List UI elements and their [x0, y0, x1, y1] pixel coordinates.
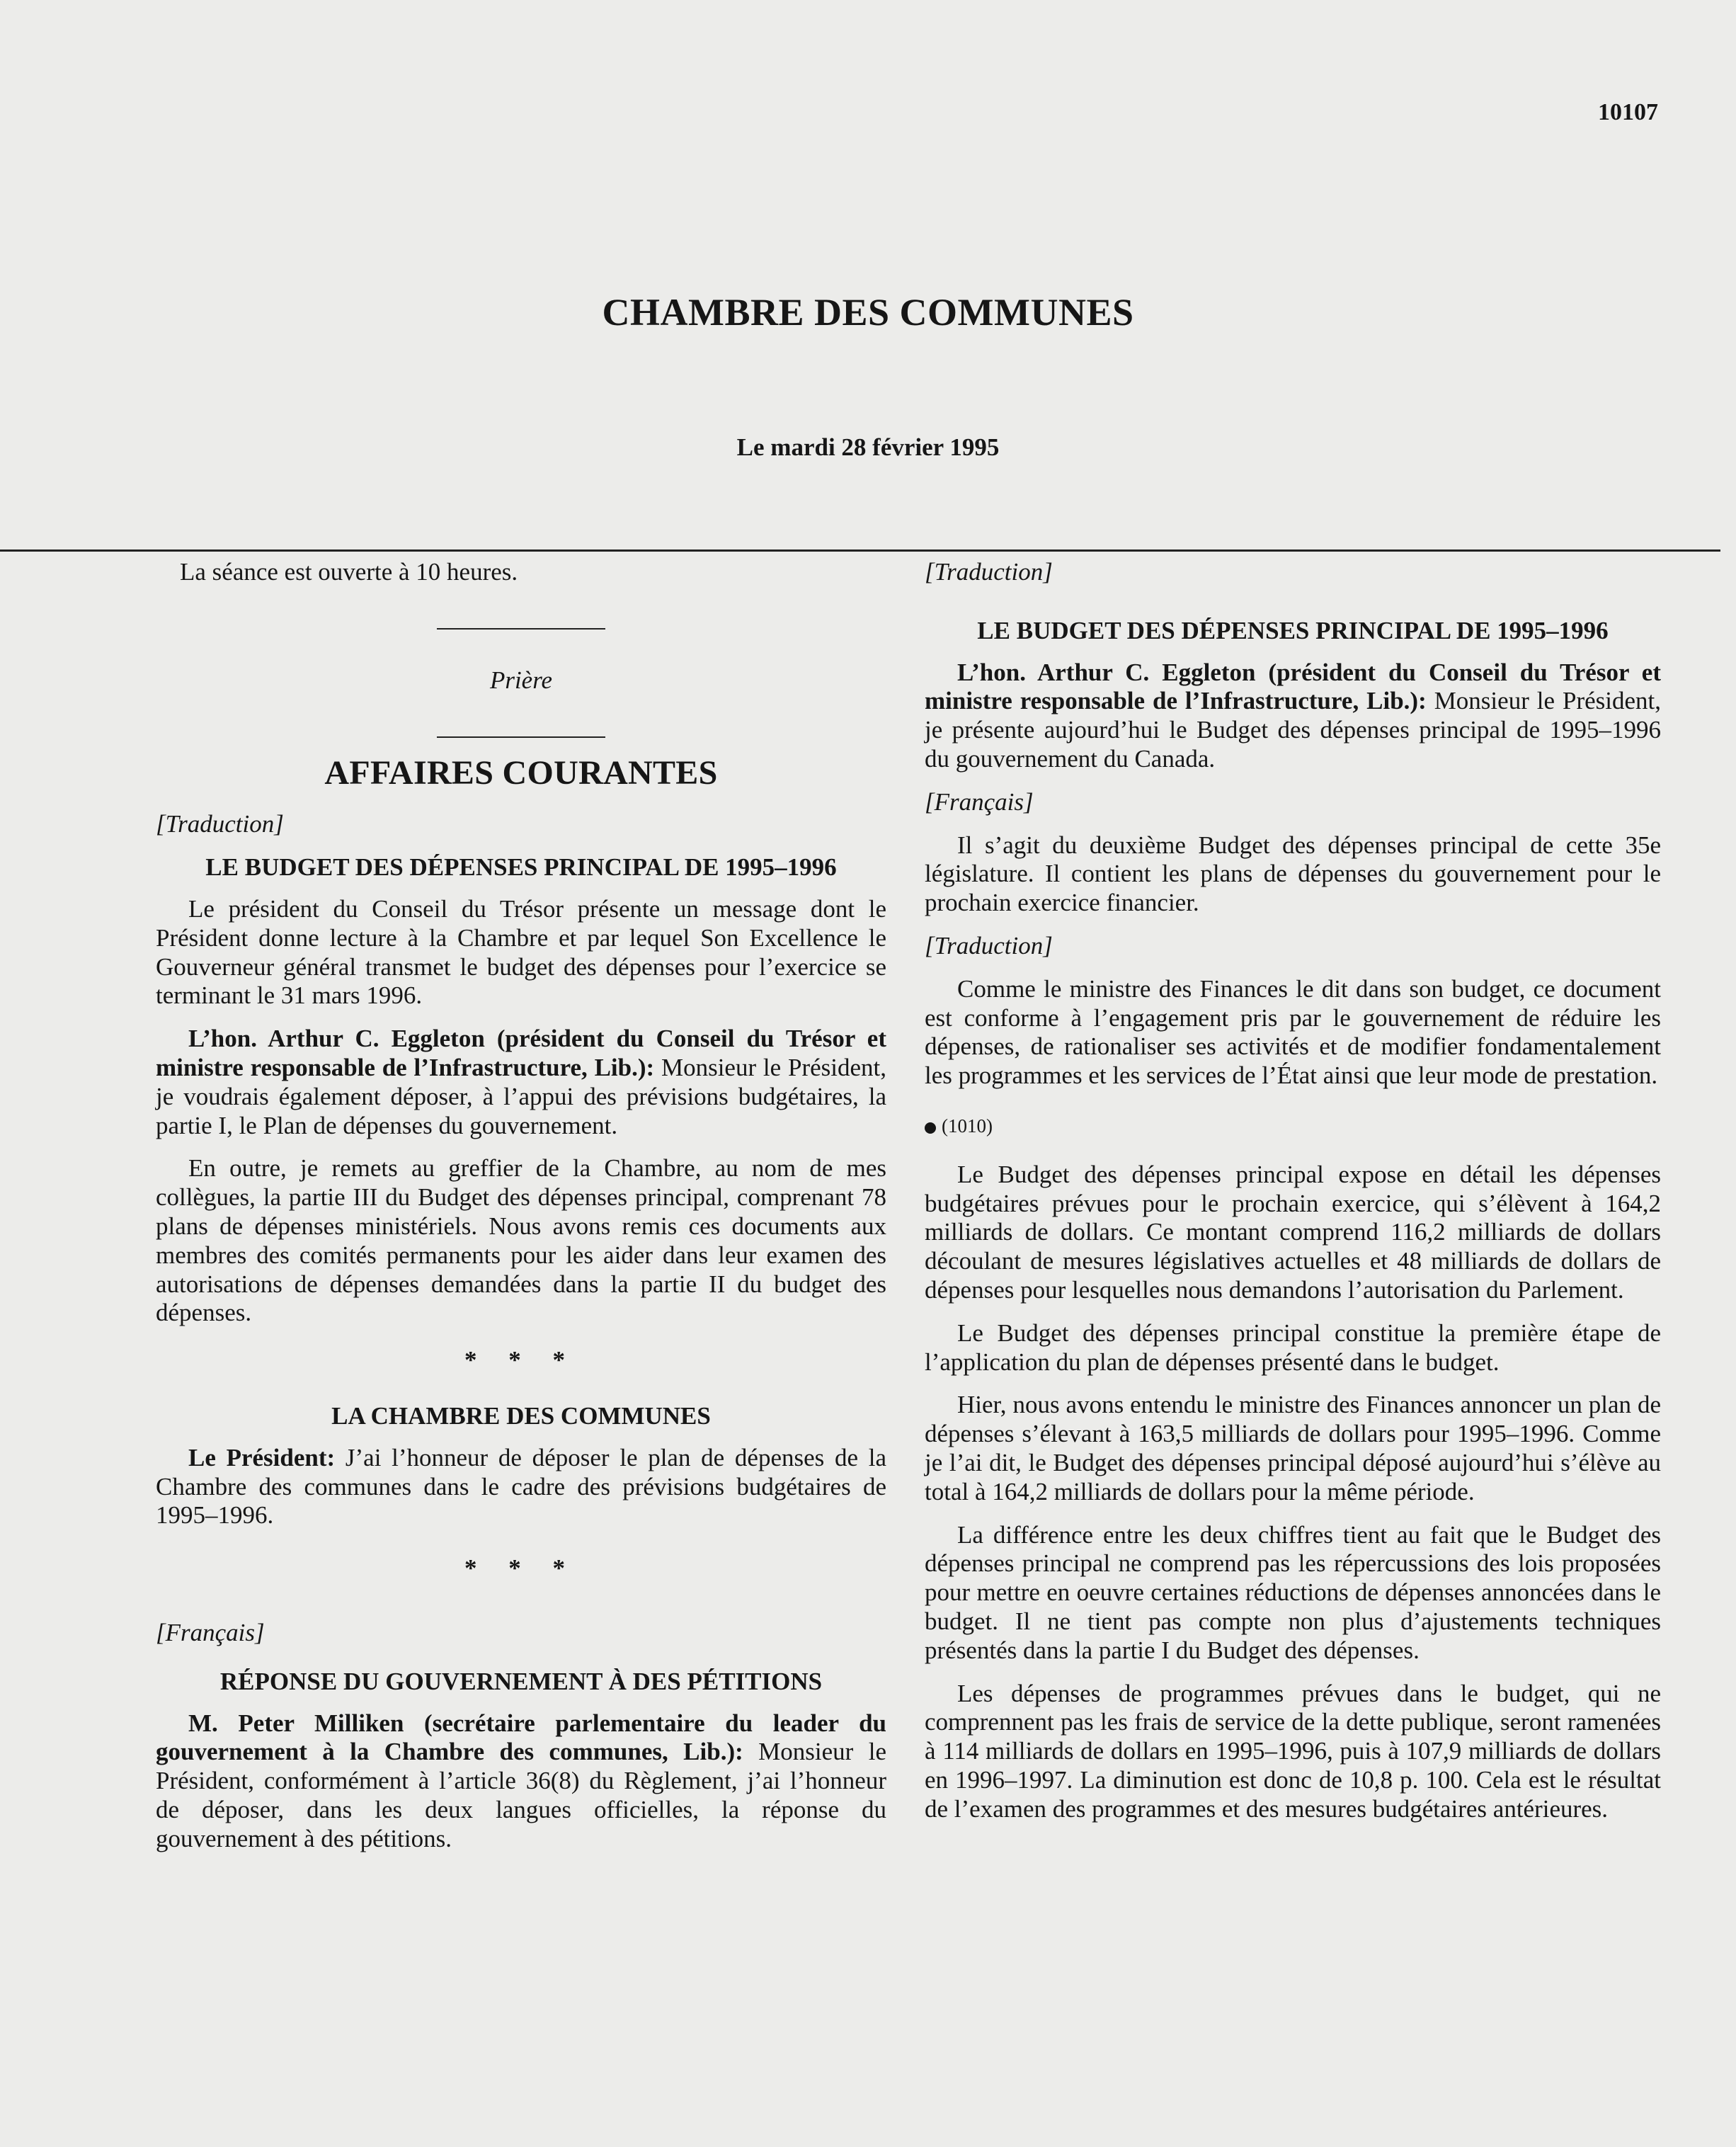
paragraph — [156, 1025, 886, 1140]
divider-rule — [437, 628, 605, 630]
speech-text: Monsieur le Président, conformément à l’article 36(8) du Règlement, j’ai l’honneur de déposer, dans les deux langues officielles, la réponse du gouvernement à des pétitions. — [156, 1738, 886, 1852]
section-heading: LA CHAMBRE DES COMMUNES — [331, 1401, 711, 1430]
speech-text: Monsieur le Président, je présente aujourd’hui le Budget des dépenses principal de 1995–1996 du gouvernement du Canada. — [925, 687, 1661, 773]
section-heading: LE BUDGET DES DÉPENSES PRINCIPAL DE 1995–1996 — [205, 853, 837, 882]
language-tag: [Traduction] — [156, 810, 284, 838]
paragraph — [156, 1444, 886, 1530]
page-title: CHAMBRE DES COMMUNES — [602, 291, 1134, 334]
paragraph: Les dépenses de programmes prévues dans le budget, qui ne comprennent pas les frais de service de la dette publique, seront ramenées à 114 milliards de dollars en 1995–1996, puis à 107,9 milliards de dollars en 1996–1997. La diminution est donc de 10,8 p. 100. Cela est le résultat de l’examen des programmes et des mesures budgétaires antérieures. — [925, 1679, 1661, 1823]
prayer-label: Prière — [489, 666, 553, 694]
language-tag: [Français] — [925, 787, 1034, 816]
speaker-name: L’hon. Arthur C. Eggleton (président du Conseil du Trésor et ministre responsable de l’Infrastructure, Lib.): — [925, 658, 1661, 715]
sitting-date: Le mardi 28 février 1995 — [736, 433, 1000, 461]
page-number: 10107 — [1598, 99, 1658, 125]
paragraph: Comme le ministre des Finances le dit dans son budget, ce document est conforme à l’engagement pris par le gouvernement de réduire les dépenses, de rationaliser ses activités et de modifier fondamentalement les programmes et les services de l’État ainsi que leur mode de prestation. — [925, 974, 1661, 1090]
paragraph: Le Budget des dépenses principal constitue la première étape de l’application du plan de dépenses présenté dans le budget. — [925, 1319, 1661, 1376]
paragraph: La différence entre les deux chiffres tient au fait que le Budget des dépenses principal ne comprend pas les répercussions des lois proposées pour mettre en oeuvre certaines réductions de dépenses annoncées dans le budget. Il ne tient pas compte non plus d’ajustements techniques présentés dans la partie I du Budget des dépenses. — [925, 1520, 1661, 1664]
time-marker — [925, 1112, 1661, 1141]
opening-line: La séance est ouverte à 10 heures. — [180, 558, 518, 586]
paragraph: Il s’agit du deuxième Budget des dépenses principal de cette 35e législature. Il contient les plans de dépenses du gouvernement pour le prochain exercice financier. — [925, 831, 1661, 917]
right-column — [925, 558, 1661, 1838]
speaker-name: M. Peter Milliken (secrétaire parlementaire du leader du gouvernement à la Chambre des communes, Lib.): — [156, 1709, 886, 1766]
speech-text: Monsieur le Président, je voudrais également déposer, à l’appui des prévisions budgétaires, la partie I, le Plan de dépenses du gouvernement. — [156, 1053, 886, 1139]
paragraph: Le président du Conseil du Trésor présente un message dont le Président donne lecture à la Chambre et par lequel Son Excellence le Gouverneur général transmet le budget des dépenses pour l’exercice se terminant le 31 mars 1996. — [156, 894, 886, 1010]
paragraph: Le Budget des dépenses principal expose en détail les dépenses budgétaires prévues pour le prochain exercice, qui s’élèvent à 164,2 milliards de dollars. Ce montant comprend 116,2 milliards de dollars découlant de mesures législatives actuelles et 48 milliards de dollars de dépenses pour lesquelles nous demandons l’autorisation du Parlement. — [925, 1160, 1661, 1304]
speaker-name: L’hon. Arthur C. Eggleton (président du Conseil du Trésor et ministre responsable de l’Infrastructure, Lib.): — [156, 1025, 886, 1081]
header-rule — [0, 549, 1720, 552]
section-separator: * * * — [464, 1554, 578, 1583]
language-tag: [Français] — [156, 1618, 265, 1646]
speaker-name: Le Président: — [188, 1443, 336, 1471]
speech-text: J’ai l’honneur de déposer le plan de dépenses de la Chambre des communes dans le cadre des prévisions budgétaires de 1995–1996. — [156, 1443, 886, 1530]
divider-rule — [437, 736, 605, 738]
time-label: (1010) — [942, 1115, 993, 1137]
paragraph — [925, 659, 1661, 774]
bullet-icon — [925, 1122, 936, 1134]
paragraph: En outre, je remets au greffier de la Chambre, au nom de mes collègues, la partie III du Budget des dépenses principal, comprenant 78 plans de dépenses ministériels. Nous avons remis ces documents aux membres des comités permanents pour les aider dans leur examen des autorisations de dépenses demandées dans la partie II du budget des dépenses. — [156, 1154, 886, 1327]
language-tag: [Traduction] — [925, 558, 1053, 586]
section-title: AFFAIRES COURANTES — [324, 753, 718, 792]
section-heading: RÉPONSE DU GOUVERNEMENT À DES PÉTITIONS — [219, 1667, 823, 1695]
left-column — [156, 558, 886, 1868]
section-separator: * * * — [464, 1346, 578, 1374]
section-heading: LE BUDGET DES DÉPENSES PRINCIPAL DE 1995–1996 — [977, 616, 1609, 644]
paragraph: Hier, nous avons entendu le ministre des Finances annoncer un plan de dépenses s’élevant à 163,5 milliards de dollars pour 1995–1996. Comme je l’ai dit, le Budget des dépenses principal déposé aujourd’hui s’élève au total à 164,2 milliards de dollars pour la même période. — [925, 1391, 1661, 1505]
language-tag: [Traduction] — [925, 931, 1053, 959]
paragraph — [156, 1709, 886, 1854]
